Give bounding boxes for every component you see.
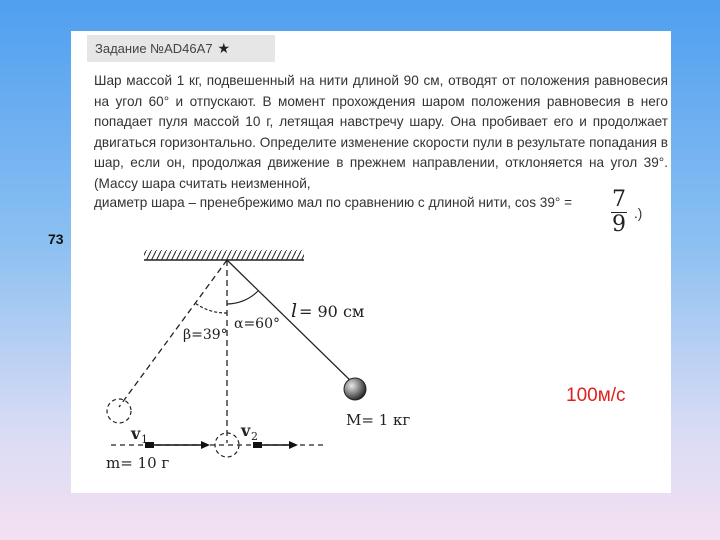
ceiling-hatch bbox=[144, 250, 304, 260]
equilibrium-ball-outline bbox=[215, 433, 239, 457]
beta-label: β=39° bbox=[183, 327, 228, 343]
v2-subscript: 2 bbox=[251, 430, 258, 443]
problem-last-line: диаметр шара – пренебрежимо мал по сравнению с длиной нити, cos 39° = bbox=[94, 195, 573, 210]
v1-label: v bbox=[131, 424, 141, 443]
closing-paren: .) bbox=[634, 206, 643, 221]
length-label: = 90 см bbox=[299, 302, 365, 321]
alpha-arc bbox=[227, 291, 258, 304]
page-number: 73 bbox=[48, 231, 64, 247]
problem-paragraph: Шар массой 1 кг, подвешенный на нити длиной 90 см, отводят от положения равновесия на угол 60° и отпускают. В момент прохождения шаром положения равновесия в него попадает пуля массой 10 г, летящая навстречу шару. Она пробивает его и продолжает двигаться горизонтально. Определите изменение скорости пули в результате попадания в шар, если он, продолжая движение в прежнем направлении, отклоняется на угол 39°. (Массу шара считать неизменной, bbox=[94, 73, 668, 191]
ball-mass-label: M= 1 кг bbox=[346, 411, 411, 429]
star-icon[interactable]: ★ bbox=[217, 40, 231, 56]
beta-arc bbox=[195, 303, 227, 313]
deflected-ball-outline bbox=[107, 399, 131, 423]
length-symbol: l bbox=[291, 300, 298, 322]
ball bbox=[344, 378, 366, 400]
fraction-numerator: 7 bbox=[612, 187, 626, 212]
bullet-mass-label: m= 10 г bbox=[106, 454, 170, 472]
v1-subscript: 1 bbox=[141, 433, 148, 446]
v1-arrowhead bbox=[201, 441, 210, 449]
answer-text: 100м/с bbox=[566, 385, 626, 406]
pendulum-diagram bbox=[71, 31, 671, 493]
alpha-label: α=60° bbox=[234, 316, 280, 332]
task-card bbox=[71, 31, 671, 493]
task-id: Задание №AD46A7 bbox=[95, 41, 213, 56]
v2-label: v bbox=[241, 421, 251, 440]
fraction-denominator: 9 bbox=[612, 212, 626, 237]
v2-arrowhead bbox=[289, 441, 298, 449]
